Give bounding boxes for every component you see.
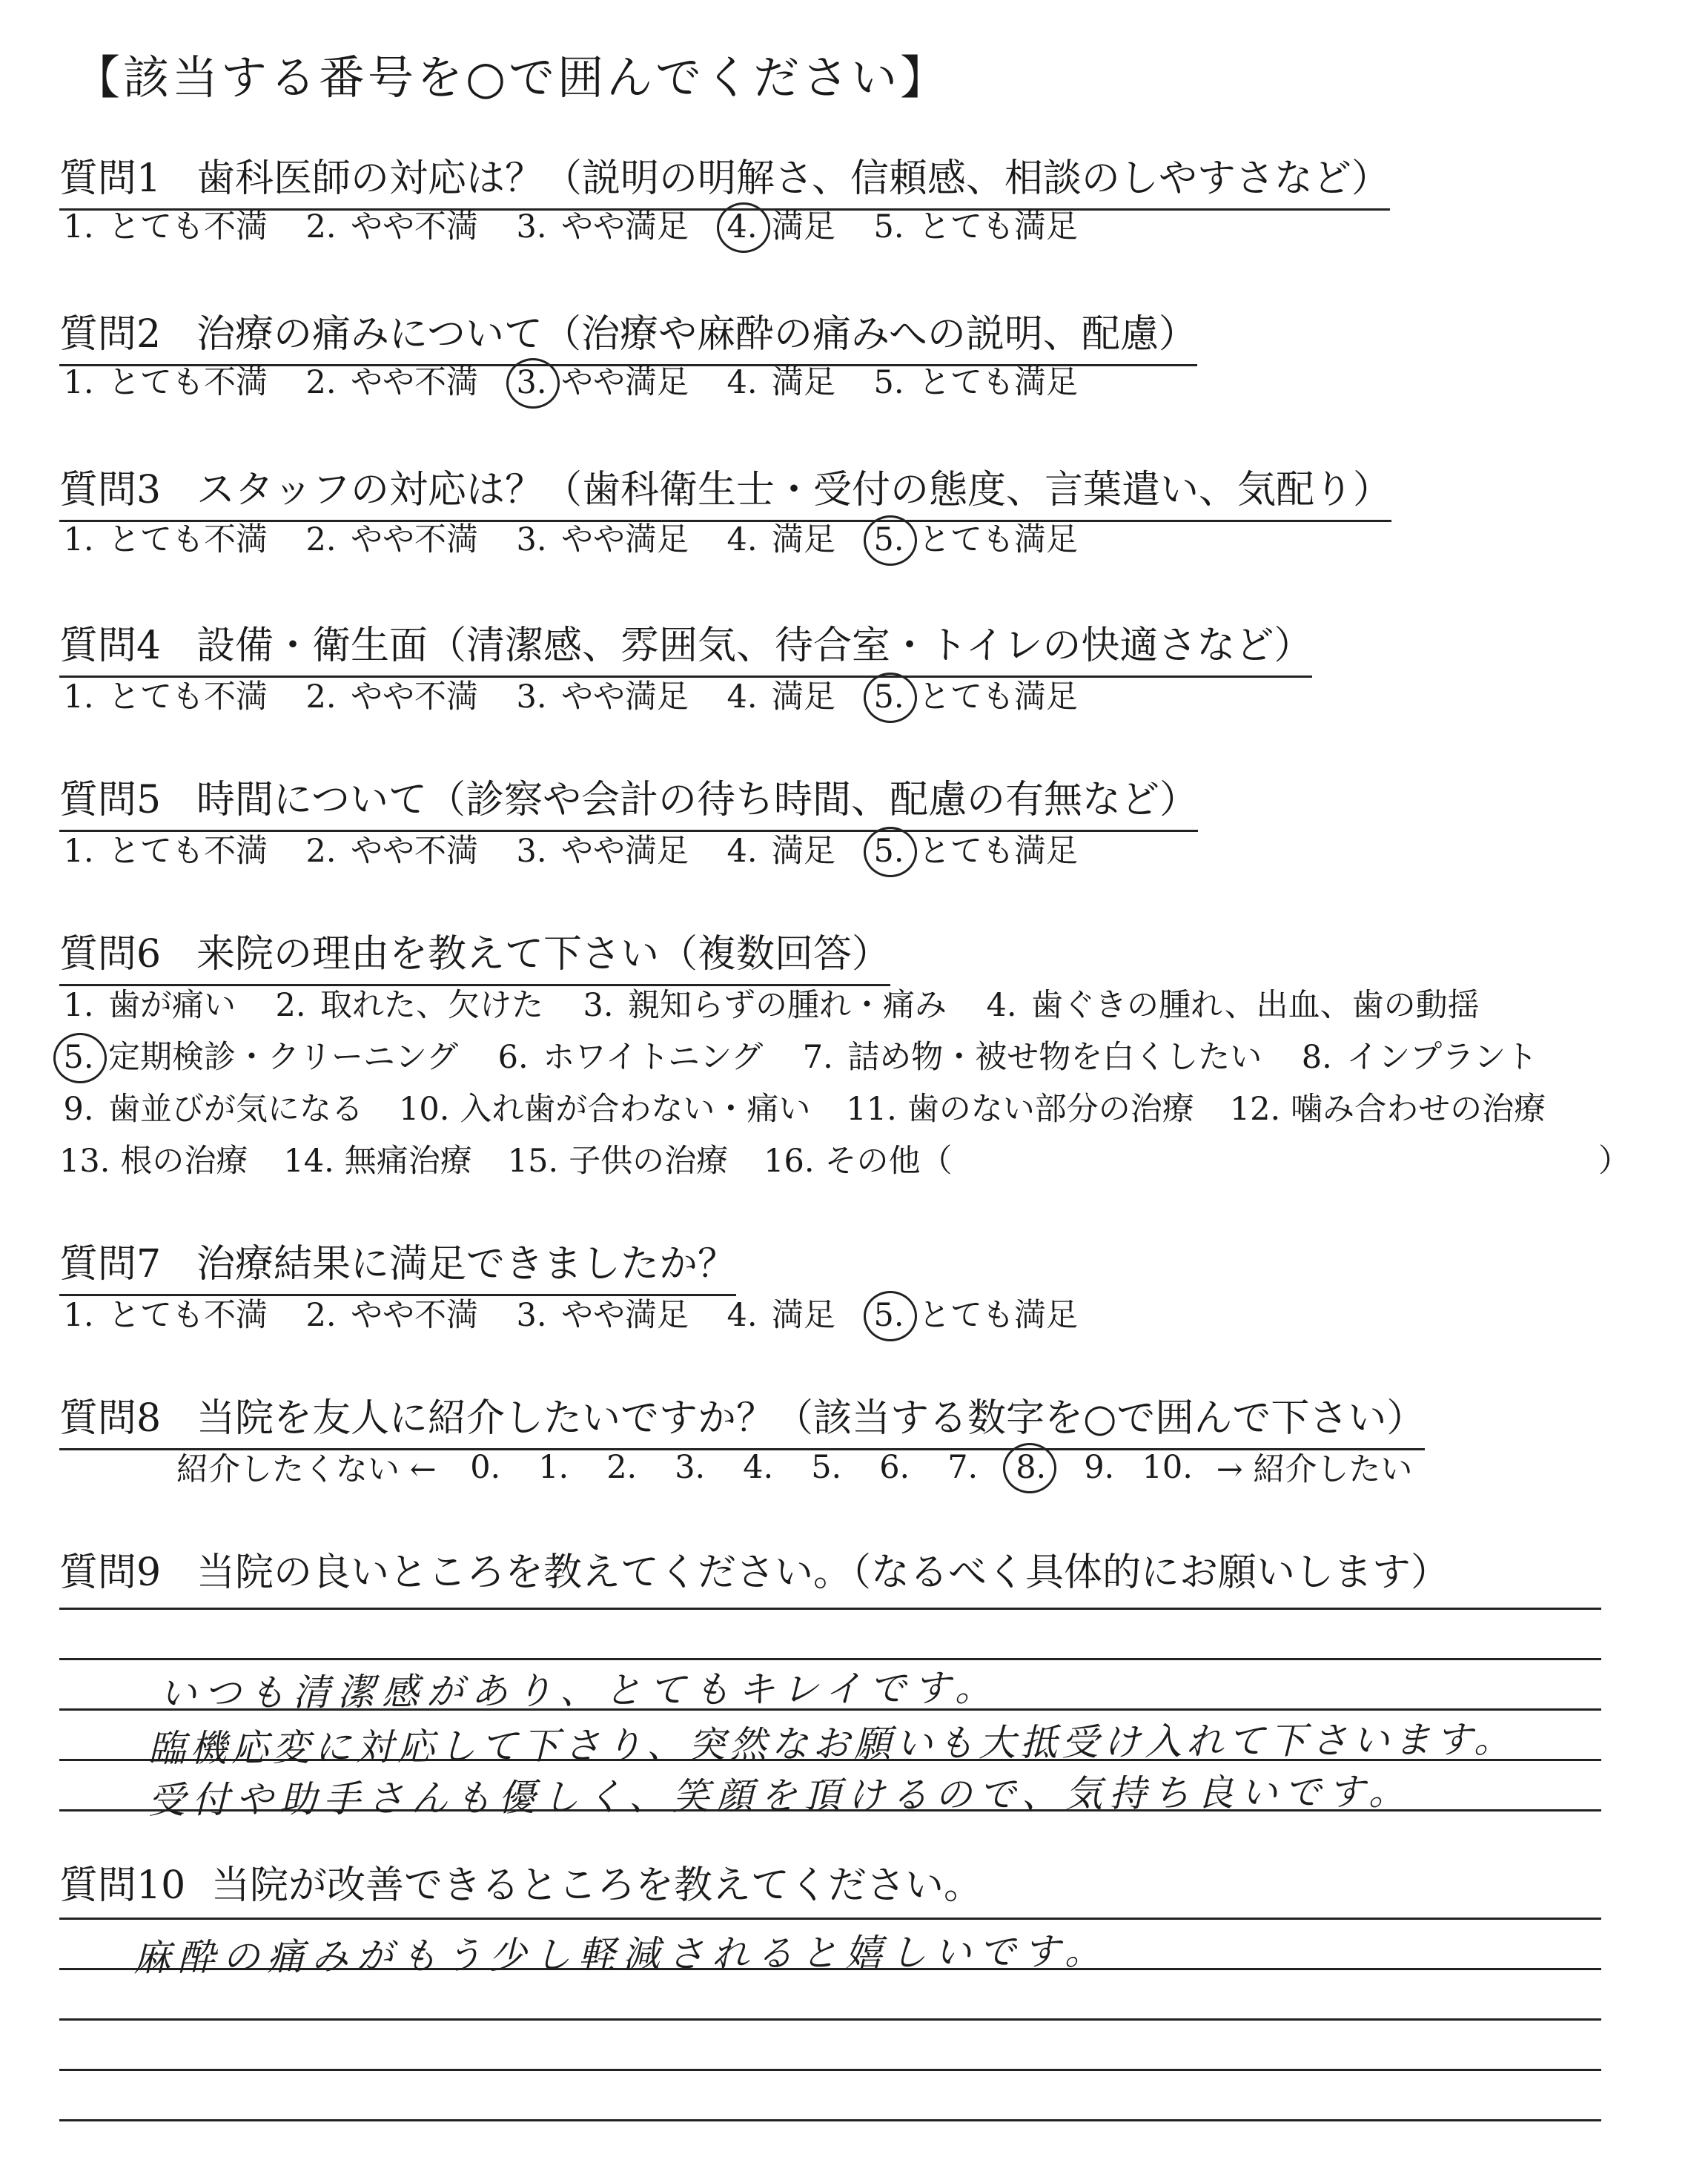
question-6-options-row-2	[59, 1032, 1573, 1077]
option-number: 1.	[63, 1297, 94, 1334]
question-number: 質問4	[59, 624, 162, 668]
option-number: 8.	[1301, 1039, 1332, 1076]
question-number: 質問9	[59, 1550, 162, 1595]
option-number: 9.	[63, 1091, 94, 1128]
question-text: 当院の良いところを教えてください。（なるべく具体的にお願いします）	[196, 1550, 1450, 1595]
option-label: 満足	[772, 208, 835, 245]
question-number: 質問2	[59, 312, 162, 357]
option-label: 歯ぐきの腫れ、出血、歯の動揺	[1031, 987, 1480, 1024]
question-5-options	[59, 826, 1112, 871]
option-3[interactable]	[512, 1290, 689, 1335]
option-number: 1.	[63, 364, 94, 401]
option-number: 2.	[275, 987, 306, 1024]
option-label: やや満足	[561, 678, 689, 716]
option-3[interactable]	[512, 826, 689, 871]
option-label: やや満足	[561, 833, 689, 870]
option-2[interactable]	[302, 1290, 478, 1335]
option-1[interactable]	[59, 1290, 268, 1335]
option-number: 5.	[870, 1297, 908, 1334]
q9-answer-line-1: いつも清潔感があり、とてもキレイです。	[159, 1666, 1000, 1715]
scale-number-5[interactable]: 5.	[811, 1448, 842, 1486]
option-label: やや満足	[561, 364, 689, 401]
option-label: 入れ歯が合わない・痛い	[460, 1091, 811, 1128]
option-number: 1.	[63, 521, 94, 558]
option-number: 4.	[726, 678, 758, 716]
option-label: とても満足	[918, 678, 1078, 716]
scale-left-label: 紹介したくない ←	[176, 1451, 437, 1488]
option-number: 1.	[63, 987, 94, 1024]
question-1-options	[59, 202, 1112, 247]
option-4[interactable]	[723, 357, 835, 403]
scale-number-8[interactable]: 8.	[997, 1449, 1065, 1486]
option-label: やや不満	[351, 1297, 478, 1334]
question-10-heading	[59, 1854, 982, 1915]
option-number: 4.	[723, 208, 761, 245]
reason-option[interactable]	[798, 1032, 1262, 1077]
reason-option[interactable]	[982, 980, 1480, 1025]
option-2[interactable]	[302, 826, 478, 871]
question-3-heading	[59, 458, 1391, 522]
option-label: 取れた、欠けた	[320, 987, 543, 1024]
scale-numbers	[451, 1449, 1202, 1486]
option-3[interactable]	[512, 672, 689, 717]
option-label: やや満足	[561, 208, 689, 245]
option-number: 1.	[63, 833, 94, 870]
reason-option[interactable]	[399, 1084, 810, 1129]
question-3-options	[59, 515, 1112, 560]
option-label: 定期検診・クリーニング	[108, 1039, 459, 1076]
option-label: 詰め物・被せ物を白くしたい	[847, 1039, 1262, 1076]
answer-line	[59, 2119, 1601, 2121]
question-7-heading	[59, 1232, 736, 1296]
question-8-scale	[162, 1444, 1427, 1490]
option-number: 4.	[726, 1297, 758, 1334]
option-label: 満足	[772, 364, 835, 401]
q9-answer-line-2: 臨機応変に対応して下さり、突然なお願いも大抵受け入れて下さいます。	[148, 1717, 1516, 1771]
option-1[interactable]	[59, 202, 268, 247]
option-number: 4.	[726, 521, 758, 558]
option-label: やや不満	[351, 521, 478, 558]
answer-line	[59, 2018, 1601, 2021]
reason-option[interactable]	[59, 980, 236, 1025]
option-number: 3.	[516, 208, 547, 245]
option-2[interactable]	[302, 672, 478, 717]
option-label: 噛み合わせの治療	[1291, 1091, 1546, 1128]
option-label: 満足	[772, 521, 835, 558]
reason-option[interactable]	[59, 1084, 363, 1129]
option-label: とても不満	[108, 208, 268, 245]
scale-number-2[interactable]: 2.	[606, 1448, 638, 1486]
question-9-heading	[59, 1541, 1449, 1602]
option-label: 歯並びが気になる	[108, 1091, 363, 1128]
question-text: 当院を友人に紹介したいですか？（該当する数字を○で囲んで下さい）	[196, 1396, 1426, 1441]
question-number: 質問8	[59, 1396, 162, 1441]
reason-option[interactable]	[494, 1032, 763, 1077]
option-label: やや満足	[561, 521, 689, 558]
question-number: 質問5	[59, 778, 162, 822]
question-number: 質問10	[59, 1863, 186, 1908]
reason-option[interactable]	[271, 980, 543, 1025]
question-text: 当院が改善できるところを教えてください。	[211, 1863, 983, 1908]
option-5[interactable]	[870, 1290, 1078, 1335]
option-number: 3.	[516, 833, 547, 870]
option-number: 7.	[802, 1039, 833, 1076]
option-3[interactable]	[512, 357, 689, 403]
option-label: 根の治療	[120, 1143, 248, 1180]
option-number: 5.	[870, 678, 908, 716]
question-text: スタッフの対応は？（歯科衛生士・受付の態度、言葉遣い、気配り）	[196, 468, 1392, 512]
option-label: とても不満	[108, 1297, 268, 1334]
option-4[interactable]	[723, 672, 835, 717]
option-number: 5.	[873, 208, 904, 245]
option-5[interactable]	[870, 202, 1078, 247]
answer-line	[59, 2069, 1601, 2071]
option-number: 14.	[283, 1143, 334, 1180]
question-text: 設備・衛生面（清潔感、雰囲気、待合室・トイレの快適さなど）	[196, 624, 1313, 668]
option-label: やや不満	[351, 833, 478, 870]
option-label: やや不満	[351, 364, 478, 401]
reason-option[interactable]	[1230, 1084, 1546, 1129]
option-number: 5.	[59, 1039, 98, 1076]
option-label: ホワイトニング	[543, 1039, 764, 1076]
reason-option[interactable]	[1297, 1032, 1537, 1077]
option-number: 1.	[63, 208, 94, 245]
option-label: とても不満	[108, 833, 268, 870]
option-number: 4.	[726, 833, 758, 870]
option-number: 2.	[305, 678, 337, 716]
option-number: 16.	[764, 1143, 815, 1180]
reason-option[interactable]	[508, 1136, 728, 1181]
question-number: 質問3	[59, 468, 162, 512]
option-label: やや不満	[351, 678, 478, 716]
question-6-heading	[59, 922, 890, 986]
option-label: 歯が痛い	[108, 987, 236, 1024]
option-number: 3.	[516, 521, 547, 558]
option-2[interactable]	[302, 202, 478, 247]
option-label: 子供の治療	[569, 1143, 729, 1180]
option-5[interactable]	[870, 357, 1078, 403]
answer-line	[59, 1608, 1601, 1610]
question-text: 時間について（診察や会計の待ち時間、配慮の有無など）	[196, 778, 1198, 822]
option-number: 3.	[512, 364, 551, 401]
option-3[interactable]	[512, 202, 689, 247]
option-2[interactable]	[302, 515, 478, 560]
question-number: 質問7	[59, 1242, 162, 1287]
scale-number-9[interactable]: 9.	[1084, 1448, 1115, 1486]
option-4[interactable]	[723, 1290, 835, 1335]
question-number: 質問6	[59, 932, 162, 977]
question-number: 質問1	[59, 156, 162, 201]
option-label: とても満足	[918, 521, 1078, 558]
option-1[interactable]	[59, 826, 268, 871]
option-label: 満足	[772, 833, 835, 870]
scale-number-6[interactable]: 6.	[879, 1448, 910, 1486]
option-label: とても不満	[108, 364, 268, 401]
option-number: 1.	[63, 678, 94, 716]
question-4-options	[59, 672, 1112, 717]
option-1[interactable]	[59, 357, 268, 403]
option-number: 11.	[846, 1091, 897, 1128]
option-number: 5.	[870, 833, 908, 870]
question-7-options	[59, 1290, 1112, 1335]
answer-line	[59, 1918, 1601, 1920]
question-4-heading	[59, 614, 1312, 678]
option-label: その他（	[824, 1143, 953, 1180]
scale-number-7[interactable]: 7.	[947, 1448, 979, 1486]
scale-right-label: → 紹介したい	[1216, 1451, 1413, 1488]
instruction-heading: 【該当する番号を○で囲んでください】	[74, 50, 950, 105]
reason-option[interactable]	[59, 1136, 248, 1181]
option-number: 2.	[305, 1297, 337, 1334]
option-4[interactable]	[723, 826, 835, 871]
option-1[interactable]	[59, 672, 268, 717]
option-5[interactable]	[870, 826, 1078, 871]
question-6-options-row-1	[59, 980, 1515, 1025]
reason-option[interactable]	[283, 1136, 471, 1181]
question-6-other-close: ）	[1598, 1143, 1630, 1180]
scale-number-10[interactable]: 10.	[1142, 1448, 1193, 1486]
option-label: やや不満	[351, 208, 478, 245]
question-text: 来院の理由を教えて下さい（複数回答）	[196, 932, 891, 977]
option-number: 2.	[305, 208, 337, 245]
option-label: とても不満	[108, 678, 268, 716]
q10-answer-line-1: 麻酔の痛みがもう少し軽減されると嬉しいです。	[133, 1929, 1110, 1980]
question-8-heading	[59, 1387, 1425, 1450]
option-5[interactable]	[870, 515, 1078, 560]
question-5-heading	[59, 768, 1198, 832]
option-label: 歯のない部分の治療	[907, 1091, 1194, 1128]
scale-number-4[interactable]: 4.	[743, 1448, 774, 1486]
question-text: 治療結果に満足できましたか？	[196, 1242, 737, 1287]
option-label: 無痛治療	[344, 1143, 472, 1180]
q9-answer-line-3: 受付や助手さんも優しく、笑顔を頂けるので、気持ち良いです。	[148, 1770, 1413, 1822]
reason-option[interactable]	[579, 980, 947, 1025]
question-6-options-row-3	[59, 1084, 1581, 1129]
option-number: 10.	[399, 1091, 450, 1128]
option-number: 3.	[516, 678, 547, 716]
option-number: 2.	[305, 364, 337, 401]
option-4[interactable]	[723, 515, 835, 560]
option-label: とても満足	[918, 833, 1078, 870]
question-6-options-row-4	[59, 1136, 988, 1181]
scale-number-0[interactable]: 0.	[470, 1448, 501, 1486]
scale-number-3[interactable]: 3.	[675, 1448, 706, 1486]
option-5[interactable]	[870, 672, 1078, 717]
option-number: 12.	[1229, 1091, 1281, 1128]
option-number: 4.	[986, 987, 1017, 1024]
option-4[interactable]	[723, 202, 835, 247]
question-2-options	[59, 357, 1112, 403]
question-text: 治療の痛みについて（治療や麻酔の痛みへの説明、配慮）	[196, 312, 1197, 357]
option-label: とても不満	[108, 521, 268, 558]
option-number: 13.	[59, 1143, 110, 1180]
scale-number-1[interactable]: 1.	[538, 1448, 569, 1486]
option-1[interactable]	[59, 515, 268, 560]
option-number: 5.	[870, 521, 908, 558]
option-number: 15.	[507, 1143, 559, 1180]
option-2[interactable]	[302, 357, 478, 403]
option-label: 満足	[772, 678, 835, 716]
option-number: 2.	[305, 833, 337, 870]
option-label: とても満足	[918, 364, 1078, 401]
reason-option[interactable]	[59, 1032, 458, 1077]
option-label: やや満足	[561, 1297, 689, 1334]
option-number: 5.	[873, 364, 904, 401]
reason-option[interactable]	[846, 1084, 1194, 1129]
option-number: 6.	[497, 1039, 529, 1076]
option-label: とても満足	[918, 1297, 1078, 1334]
option-label: 親知らずの腫れ・痛み	[628, 987, 947, 1024]
option-number: 3.	[583, 987, 614, 1024]
option-number: 2.	[305, 521, 337, 558]
option-label: とても満足	[918, 208, 1078, 245]
option-label: インプラント	[1346, 1039, 1538, 1076]
question-text: 歯科医師の対応は？（説明の明解さ、信頼感、相談のしやすさなど）	[196, 156, 1390, 201]
option-number: 3.	[516, 1297, 547, 1334]
option-label: 満足	[772, 1297, 835, 1334]
option-3[interactable]	[512, 515, 689, 560]
option-number: 4.	[726, 364, 758, 401]
reason-option[interactable]	[764, 1136, 952, 1181]
